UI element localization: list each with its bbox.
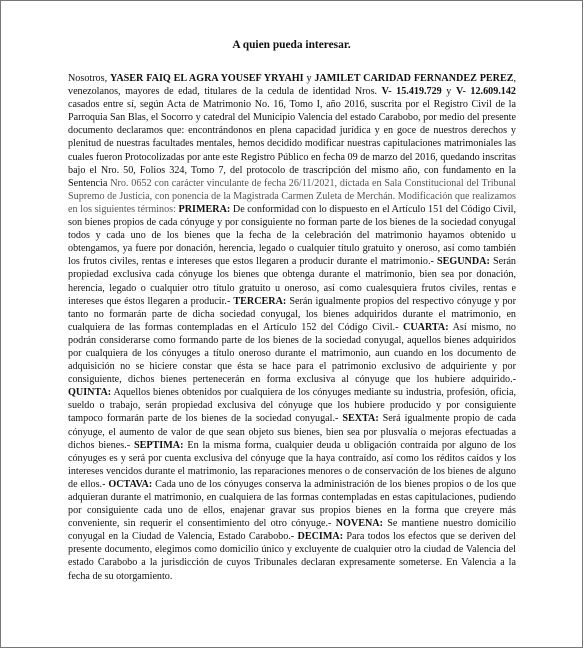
paragraph-text: Se mantiene nuestro domicilio conyugal en la Ciudad de Valencia, Estado Carabobo.- — [68, 518, 516, 543]
clause-heading: V- 12.609.142 — [455, 86, 516, 98]
paragraph-text: Serán igualmente propios del respectivo cónyuge y por tanto no formarán parte de dicha sociedad conyugal, los bienes adquiridos durante el matrimonio, en cualquiera de las formas contempladas en el Artículo 152 del Código Civil.- — [68, 295, 516, 333]
paragraph-text: Así mismo, no podrán considerarse como formando parte de los bienes de la sociedad conyugal, aquellos bienes adquiridos por cualquiera de los cónyuges a título oneroso durante el matrimonio, aun cuando en los documento de adquisición no se hiciere constar que ésta se hace para el patrimonio exclusivo de adquiriente y por consiguiente, dichos bienes pertenecerán en forma exclusiva al cónyuge que los hubiere adquirido.- — [68, 321, 516, 386]
clause-heading: YASER FAIQ EL AGRA YOUSEF YRYAHI — [109, 73, 304, 84]
document-body — [68, 72, 516, 583]
clause-heading: JAMILET CARIDAD FERNANDEZ PEREZ — [314, 73, 514, 84]
paragraph-text: Serán propiedad exclusiva cada cónyuge los bienes que obtenga durante el matrimonio, bien sea por donación, herencia, legado o cualquier otro título gratuito u oneroso, así como cualesquiera frutos civiles, rentas e intereses que éstos llegaren a producir.- — [68, 256, 516, 307]
clause-heading: CUARTA: — [403, 321, 449, 333]
clause-heading: V- 15.419.729 — [381, 86, 442, 98]
document-title: A quien pueda interesar. — [232, 39, 351, 51]
clause-heading: QUINTA: — [68, 387, 112, 399]
paragraph-text: casados entre sí, según Acta de Matrimonio No. 16, Tomo I, año 2016, suscrita por el Registro Civil de la Parroquia San Blas, el Socorro y catedral del Municipio Valencia del estado Carabobo, por medio del presente documento declaramos que: encontrándonos en plena capacidad jurídica y en goce de nuestros derechos y plenitud de nuestras facultades mentales, hemos decidido modificar nuestras capitulaciones matrimoniales las cuales fueron Protocolizadas por ante este Registro Público en fecha 09 de marzo del 2016, quedando inscritas bajo el Nro. 50, Folios 324, Tomo 7, del protocolo de trascripción del mismo año, con fundamento en la Sentencia — [68, 99, 516, 189]
paragraph-text: Aquellos bienes obtenidos por cualquiera de los cónyuges mediante su industria, profesión, oficia, sueldo o trabajo, serán propiedad exclusiva del cónyuge que los hubiere producido y por consiguiente tampoco formarán parte de los bienes de la sociedad conyugal.- — [68, 387, 516, 425]
clause-heading: TERCERA: — [233, 295, 287, 307]
paragraph-text: , venezolanos, mayores de edad, titulares de la cedula de identidad Nros. — [68, 73, 516, 98]
paragraph-text: y — [441, 86, 456, 98]
clause-heading: SEXTA: — [342, 413, 379, 425]
clause-heading: OCTAVA: — [108, 478, 153, 490]
paragraph-text: Para todos los efectos que se deriven del presente documento, elegimos como domicilio único y excluyente de cualquier otro la ciudad de Valencia del estado Carabobo a la jurisdicción de cuyos Tribunales declaran expresamente someterse. En Valencia a la fecha de su otorgamiento. — [68, 531, 516, 582]
clause-heading: SEPTIMA: — [133, 439, 184, 451]
paragraph-text: Nosotros, — [68, 73, 110, 84]
paragraph-text: De conformidad con lo dispuesto en el Artículo 151 del Código Civil, son bienes propios de cada cónyuge y por consiguiente no forman parte de los bienes de la sociedad conyugal todos y cada uno de los bienes que la fecha de la celebración del matrimonio hayamos obtenido u obtengamos, ya fuere por donación, herencia, legado o cualquier título gratuito y oneroso, así como también los frutos civiles, rentas e intereses que estos llegaren a producir durante el matrimonio.- — [68, 203, 516, 268]
clause-heading: NOVENA: — [335, 518, 383, 530]
clause-heading: SEGUNDA: — [436, 256, 490, 268]
paragraph-text: Será igualmente propio de cada cónyuge, el aumento de valor de que sean objeto sus bienes, bien sea por plusvalía o mejoras efectuadas a dichos bienes.- — [68, 413, 516, 451]
clause-heading: DECIMA: — [297, 531, 344, 543]
paragraph-text: En la misma forma, cualquier deuda u obligación contraída por alguno de los cónyuges es y será por cuenta exclusiva del cónyuge que la haya contraído, así como los réditos caídos y los intereses vencidos durante el matrimonio, las reparaciones menores o de conservación de los bienes de alguno de ellos.- — [68, 439, 516, 490]
clause-heading: PRIMERA: — [178, 203, 231, 215]
paragraph-text: Nro. 0652 con carácter vinculante de fecha 26/11/2021, dictada en Sala Constitucional del Tribunal Supremo de Justicia, con ponencia de la Magistrada Carmen Zuleta de Merchán. Modificación que realizamos en los siguientes términos: — [68, 177, 516, 215]
paragraph-text: Cada uno de los cónyuges conserva la administración de los bienes propios o de los que adquieran durante el matrimonio, en cualquiera de las formas contempladas en estas capitulaciones, pudiendo por consiguiente cada uno de ellos, enajenar gravar sus propios bienes en la forma que creyere más conveniente, sin requerir el consentimiento del otro cónyuge.- — [68, 478, 516, 530]
paragraph-text: y — [303, 73, 315, 84]
